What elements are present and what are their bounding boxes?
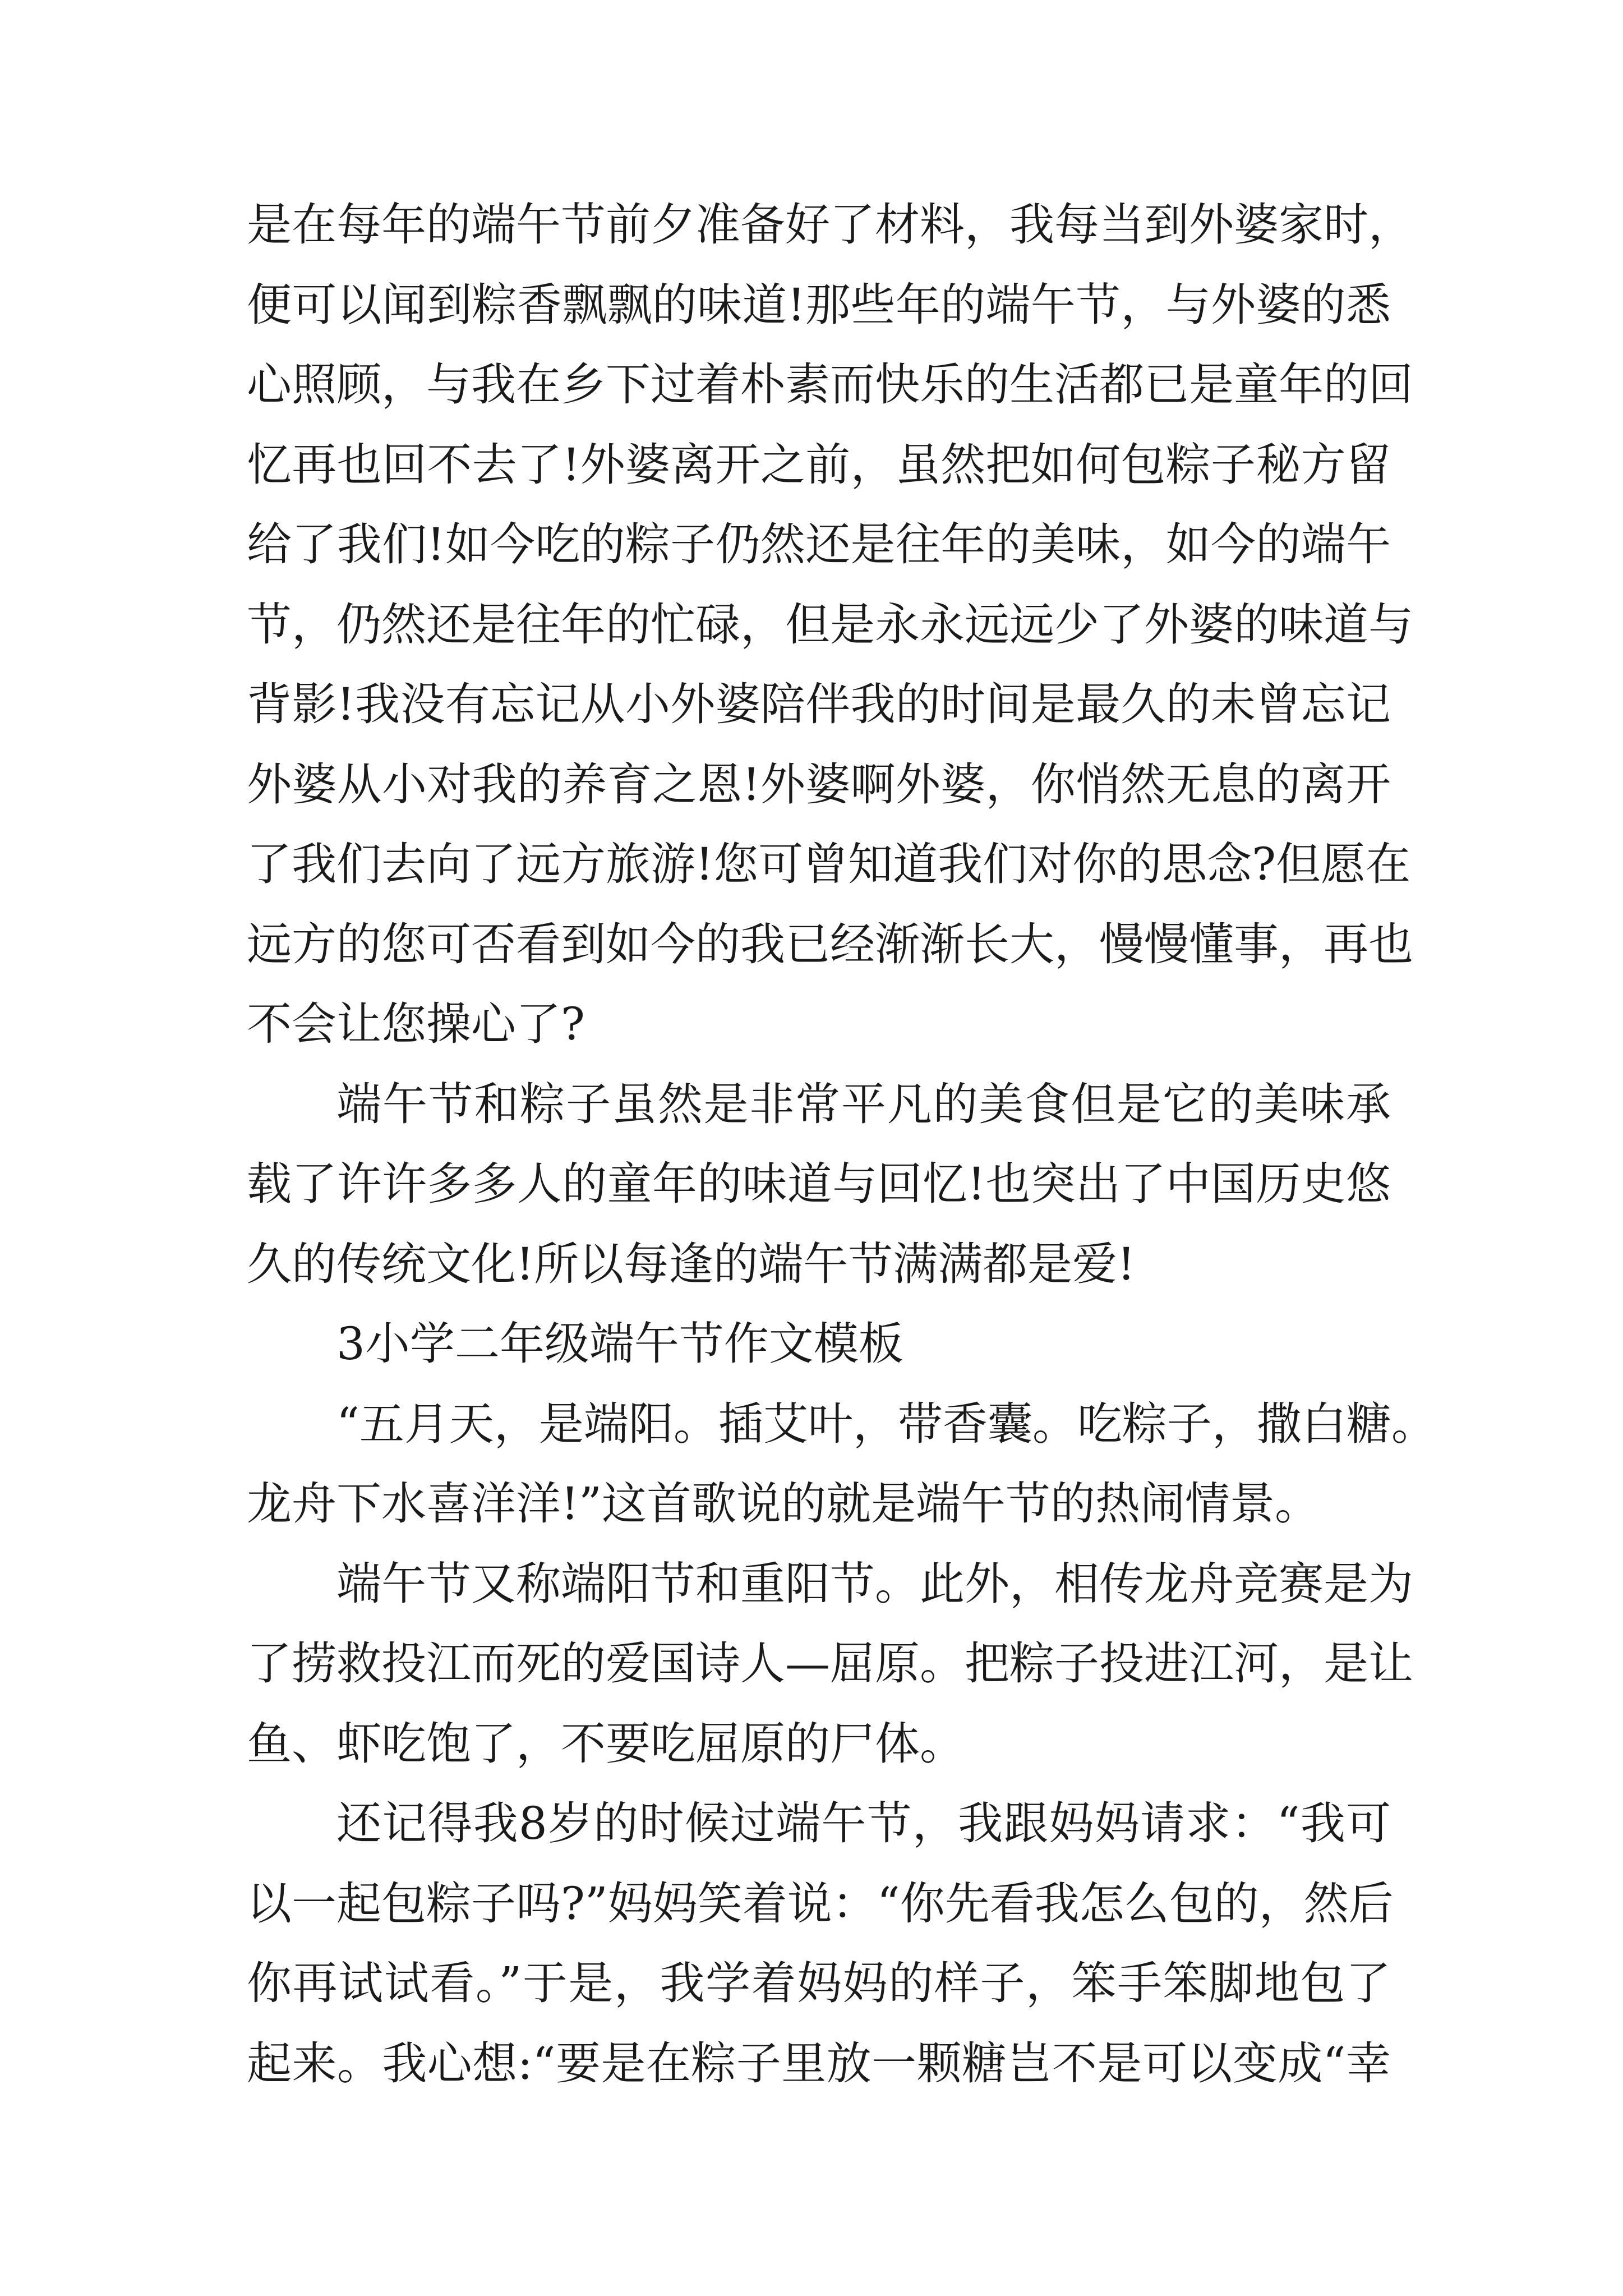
text-line: “五月天，是端阳。插艾叶，带香囊。吃粽子，撒白糖。 bbox=[336, 1397, 1436, 1450]
text-line: 给了我们!如今吃的粽子仍然还是往年的美味，如今的端午 bbox=[247, 518, 1391, 570]
text-line: 外婆从小对我的养育之恩!外婆啊外婆，你悄然无息的离开 bbox=[247, 758, 1391, 811]
text-line: 忆再也回不去了!外婆离开之前，虽然把如何包粽子秘方留 bbox=[247, 438, 1391, 491]
text-line: 载了许许多多人的童年的味道与回忆!也突出了中国历史悠 bbox=[247, 1158, 1391, 1210]
text-line: 久的传统文化!所以每逢的端午节满满都是爱! bbox=[247, 1237, 1136, 1290]
text-line: 远方的您可否看到如今的我已经渐渐长大，慢慢懂事，再也 bbox=[247, 918, 1413, 970]
document-body bbox=[247, 185, 1436, 2104]
text-line: 还记得我8岁的时候过端午节，我跟妈妈请求：“我可 bbox=[336, 1797, 1391, 1849]
text-line: 3小学二年级端午节作文模板 bbox=[336, 1318, 903, 1370]
text-line: 了我们去向了远方旅游!您可曾知道我们对你的思念?但愿在 bbox=[247, 838, 1411, 890]
text-line: 以一起包粽子吗?”妈妈笑着说：“你先看我怎么包的，然后 bbox=[247, 1877, 1394, 1930]
text-line: 端午节又称端阳节和重阳节。此外，相传龙舟竞赛是为 bbox=[336, 1557, 1413, 1610]
text-line: 心照顾，与我在乡下过着朴素而快乐的生活都已是童年的回 bbox=[247, 358, 1413, 411]
text-line: 了捞救投江而死的爱国诗人—屈原。把粽子投进江河，是让 bbox=[247, 1637, 1413, 1690]
text-line: 是在每年的端午节前夕准备好了材料，我每当到外婆家时， bbox=[247, 199, 1413, 251]
text-line: 便可以闻到粽香飘飘的味道!那些年的端午节，与外婆的悉 bbox=[247, 278, 1391, 331]
text-line: 背影!我没有忘记从小外婆陪伴我的时间是最久的未曾忘记 bbox=[247, 678, 1391, 730]
text-line: 起来。我心想:“要是在粽子里放一颗糖岂不是可以变成“幸 bbox=[247, 2037, 1391, 2090]
text-line: 鱼、虾吃饱了，不要吃屈原的尸体。 bbox=[247, 1717, 965, 1770]
text-line: 龙舟下水喜洋洋!”这首歌说的就是端午节的热闹情景。 bbox=[247, 1478, 1320, 1530]
text-line: 不会让您操心了? bbox=[247, 998, 585, 1050]
text-line: 端午节和粽子虽然是非常平凡的美食但是它的美味承 bbox=[336, 1078, 1391, 1130]
text-line: 你再试试看。”于是，我学着妈妈的样子，笨手笨脚地包了 bbox=[247, 1957, 1391, 2009]
text-line: 节，仍然还是往年的忙碌，但是永永远远少了外婆的味道与 bbox=[247, 598, 1413, 651]
